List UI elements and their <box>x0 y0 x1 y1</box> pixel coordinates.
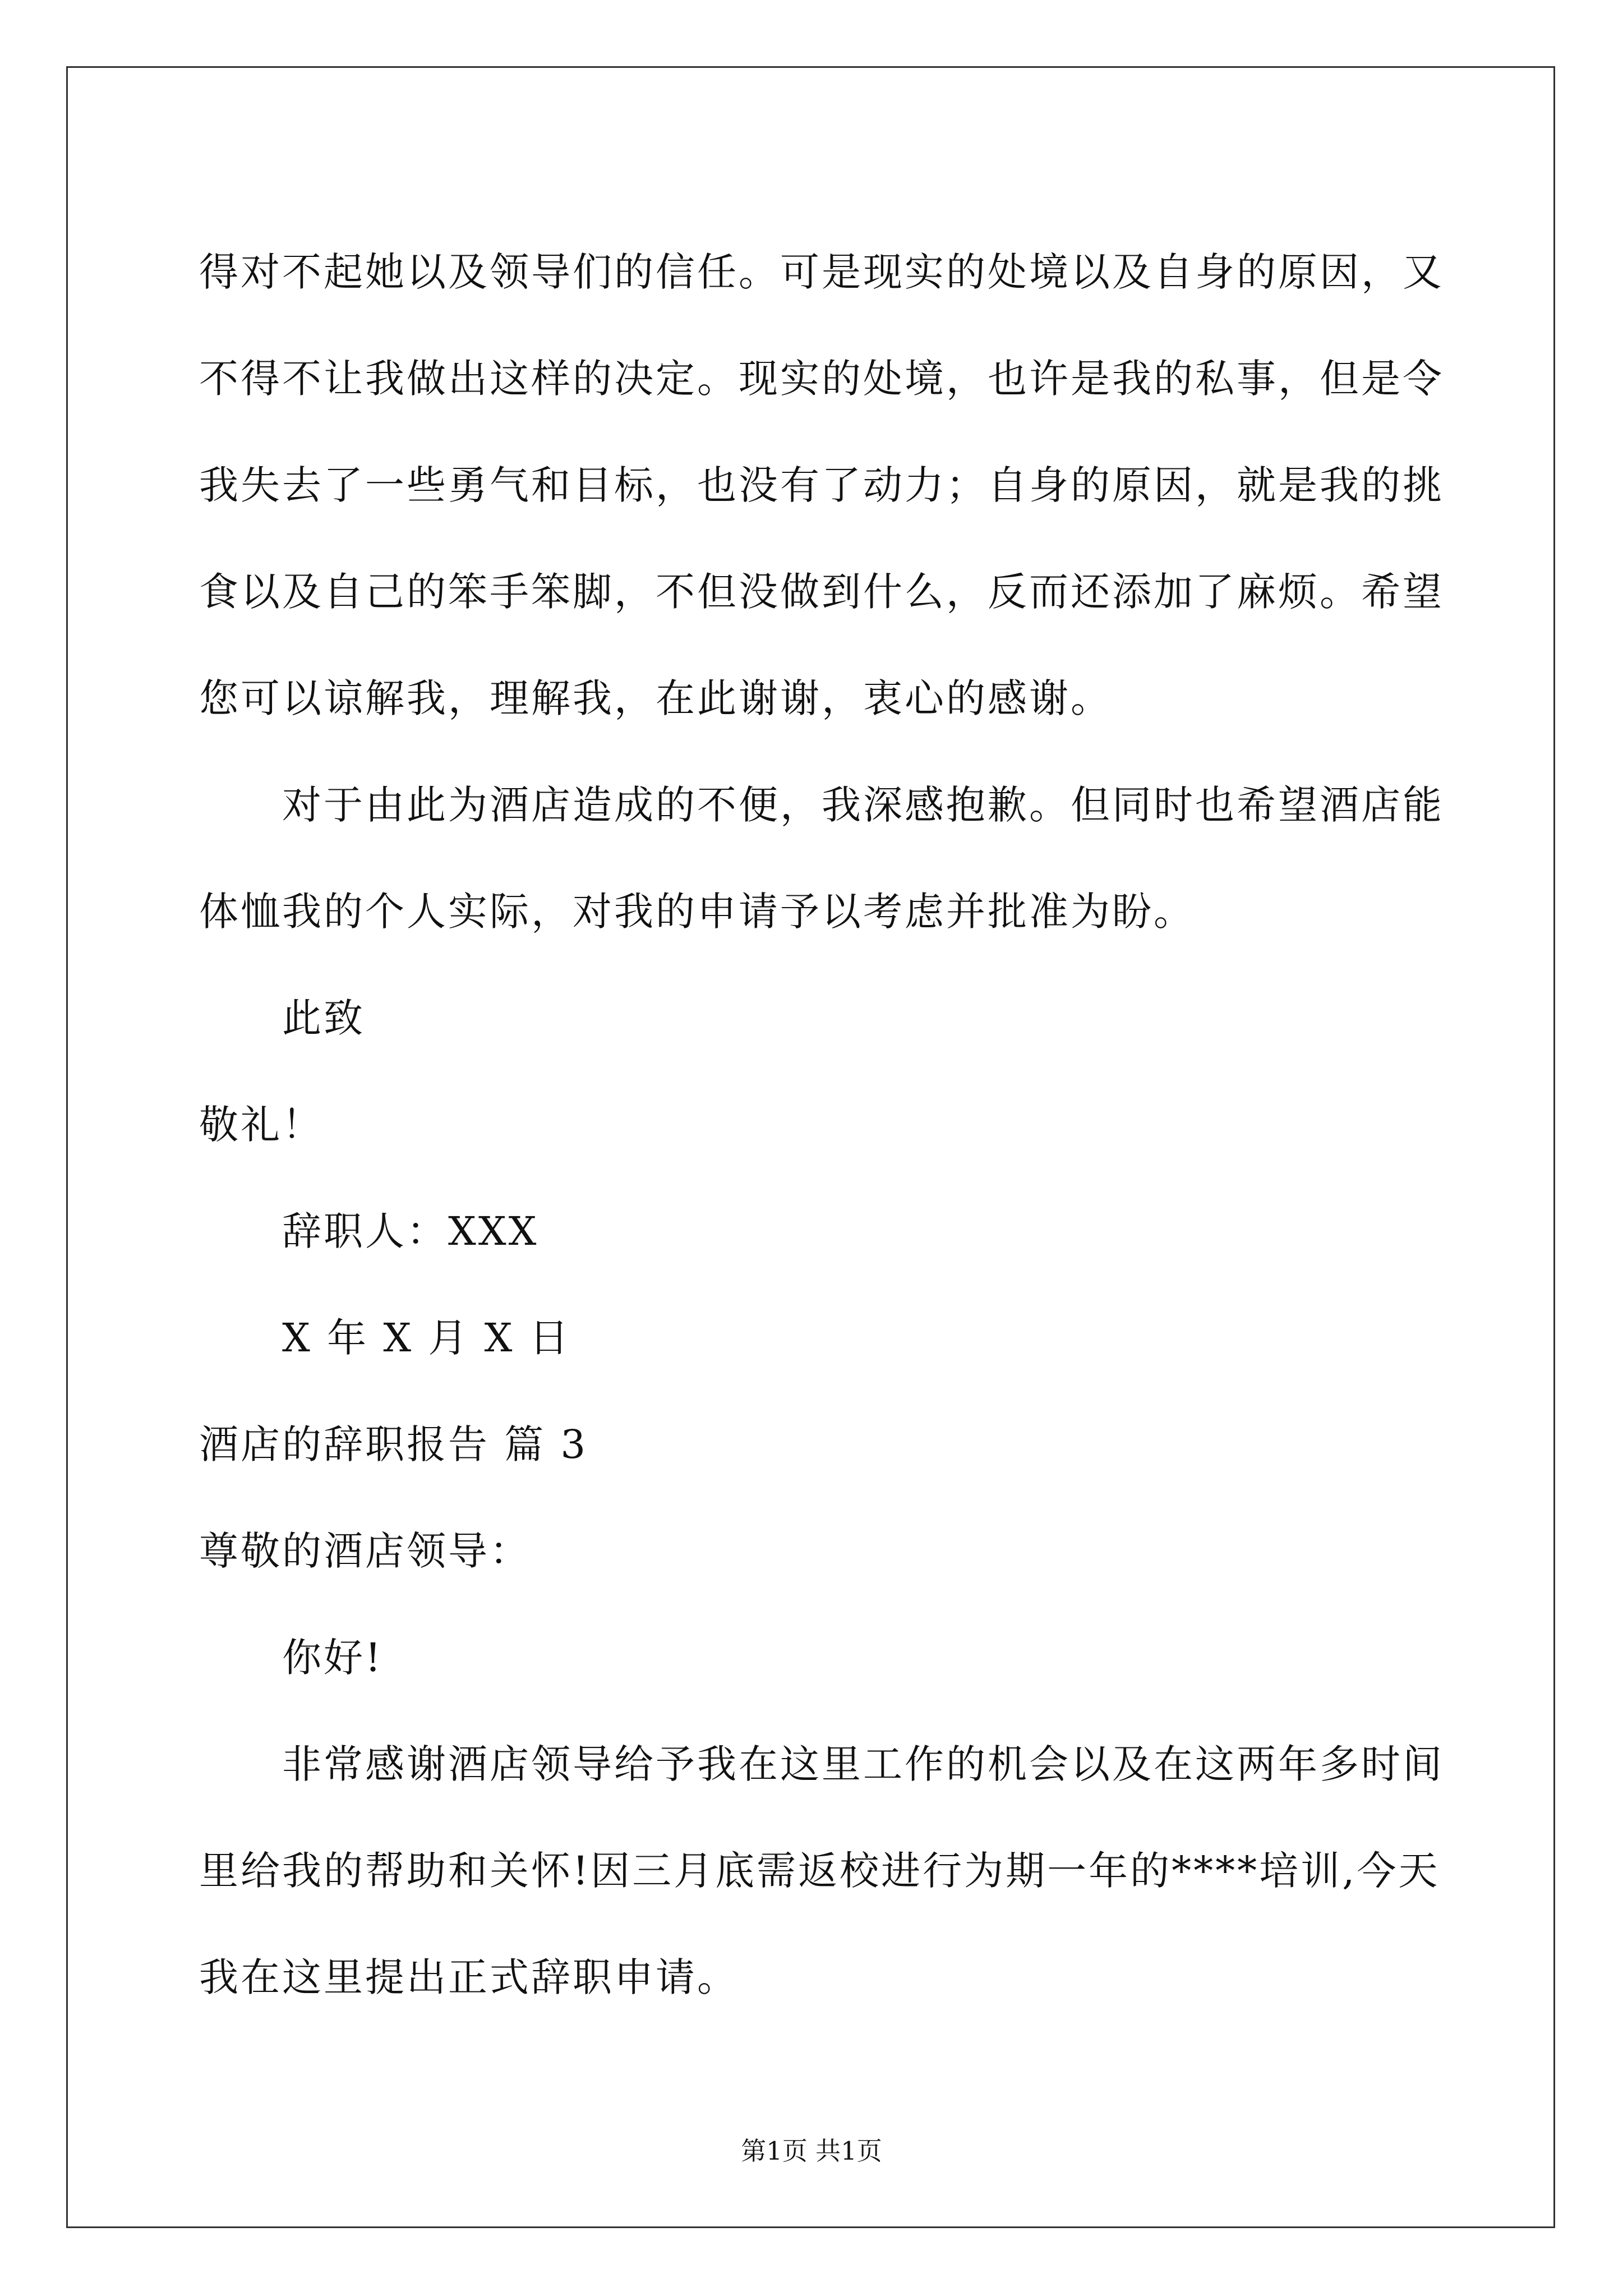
paragraph-line: 您可以谅解我，理解我，在此谢谢，衷心的感谢。 <box>199 675 1112 721</box>
paragraph-line: 我失去了一些勇气和目标，也没有了动力；自身的原因，就是我的挑 <box>199 462 1444 508</box>
section-title: 酒店的辞职报告 篇 3 <box>199 1421 588 1467</box>
salutation-closing: 敬礼！ <box>199 1102 324 1148</box>
paragraph-line: 非常感谢酒店领导给予我在这里工作的机会以及在这两年多时间 <box>282 1741 1444 1787</box>
closing-phrase: 此致 <box>282 995 365 1041</box>
page-number-footer: 第1页 共1页 <box>741 2136 882 2166</box>
paragraph-line: 得对不起她以及领导们的信任。可是现实的处境以及自身的原因，又 <box>199 249 1444 295</box>
document-body <box>199 219 1444 2031</box>
signature-name: 辞职人：XXX <box>282 1208 539 1254</box>
signature-date: X 年 X 月 X 日 <box>282 1315 571 1361</box>
paragraph-line: 食以及自己的笨手笨脚，不但没做到什么，反而还添加了麻烦。希望 <box>199 569 1444 615</box>
paragraph-line: 体恤我的个人实际，对我的申请予以考虑并批准为盼。 <box>199 889 1195 935</box>
paragraph-line: 对于由此为酒店造成的不便，我深感抱歉。但同时也希望酒店能 <box>282 782 1444 828</box>
greeting: 你好! <box>282 1635 384 1681</box>
paragraph-line: 我在这里提出正式辞职申请。 <box>199 1954 739 2000</box>
paragraph-line: 里给我的帮助和关怀!因三月底需返校进行为期一年的****培训,今天 <box>199 1848 1440 1894</box>
paragraph-line: 不得不让我做出这样的决定。现实的处境，也许是我的私事，但是令 <box>199 356 1444 402</box>
recipient-greeting: 尊敬的酒店领导： <box>199 1528 531 1574</box>
